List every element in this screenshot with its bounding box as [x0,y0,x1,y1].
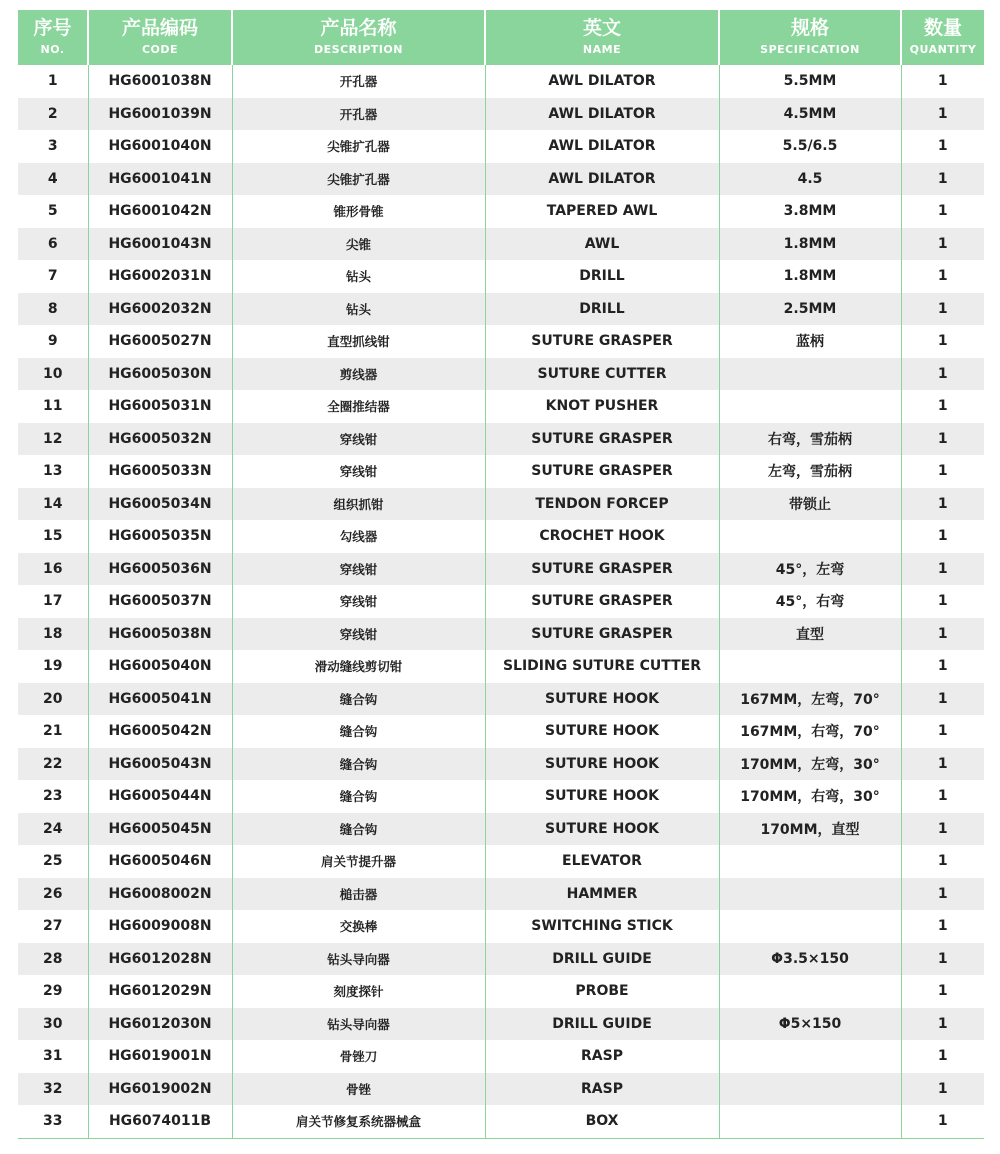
cell-description: 钻头 [232,260,485,293]
cell-no: 4 [18,163,88,196]
instrument-table-container [18,10,984,1139]
cell-name: SUTURE GRASPER [485,423,719,456]
cell-no: 9 [18,325,88,358]
cell-specification: Φ3.5×150 [719,943,901,976]
cell-quantity: 1 [937,593,948,610]
cell-description: 缝合钩 [232,780,485,813]
header-quantity [901,10,984,65]
table-row [18,163,984,196]
cell-no: 21 [18,715,88,748]
cell-no: 5 [18,195,88,228]
header-en: CODE [141,43,179,56]
cell-no: 1 [18,65,88,98]
table-body [18,65,984,1138]
cell-name: CROCHET HOOK [485,520,719,553]
cell-description: 穿线钳 [232,585,485,618]
cell-description: 直型抓线钳 [232,325,485,358]
cell-name: DRILL GUIDE [485,943,719,976]
table-row [18,423,984,456]
table-row [18,683,984,716]
cell-specification [719,520,901,553]
cell-description: 交换棒 [232,910,485,943]
cell-quantity: 1 [937,203,948,220]
cell-specification: 4.5MM [719,98,901,131]
cell-name: RASP [485,1073,719,1106]
cell-code: HG6005045N [88,813,232,846]
cell-name: DRILL GUIDE [485,1008,719,1041]
cell-name: SUTURE GRASPER [485,618,719,651]
cell-no: 15 [18,520,88,553]
cell-name: ELEVATOR [485,845,719,878]
cell-name: SUTURE HOOK [485,748,719,781]
cell-quantity: 1 [901,813,984,846]
cell-quantity: 1 [901,683,984,716]
cell-no: 8 [18,293,88,326]
cell-name: RASP [485,1040,719,1073]
cell-no: 23 [18,780,88,813]
cell-code: HG6005036N [88,553,232,586]
cell-specification: 45°，左弯 [719,553,901,586]
cell-code: HG6001039N [88,98,232,131]
cell-specification: 5.5/6.5 [719,130,901,163]
table-row [18,650,984,683]
cell-code: HG6001042N [88,195,232,228]
cell-description: 钻头导向器 [232,1008,485,1041]
cell-code: HG6005035N [88,520,232,553]
cell-name: SUTURE HOOK [485,715,719,748]
cell-code: HG6005033N [88,455,232,488]
cell-specification [719,878,901,911]
cell-code: HG6005046N [88,845,232,878]
cell-code: HG6001041N [88,163,232,196]
table-row [18,325,984,358]
header-en: SPECIFICATION [760,43,860,56]
cell-no: 24 [18,813,88,846]
cell-name: AWL DILATOR [485,65,719,98]
cell-name: AWL DILATOR [485,130,719,163]
cell-specification: 右弯，雪茄柄 [719,423,901,456]
cell-name: SUTURE GRASPER [485,455,719,488]
cell-name: SUTURE GRASPER [485,553,719,586]
cell-specification [719,910,901,943]
header-zh: 产品名称 [320,17,397,39]
cell-specification: 170MM，右弯，30° [719,780,901,813]
cell-quantity: 1 [937,983,948,1000]
cell-specification: 蓝柄 [719,325,901,358]
cell-quantity: 1 [901,748,984,781]
cell-name: KNOT PUSHER [485,390,719,423]
cell-quantity: 1 [901,358,984,391]
table-row [18,455,984,488]
cell-code: HG6001038N [88,65,232,98]
table-row [18,260,984,293]
cell-description: 刻度探针 [232,975,485,1008]
table-row [18,943,984,976]
table-row [18,1073,984,1106]
cell-specification: 170MM，左弯，30° [719,748,901,781]
table-row [18,390,984,423]
cell-no: 31 [18,1040,88,1073]
cell-description: 穿线钳 [232,618,485,651]
header-zh: 产品编码 [121,17,198,39]
header-name [485,10,719,65]
table-row [18,553,984,586]
cell-name: SUTURE GRASPER [485,585,719,618]
cell-name: TAPERED AWL [485,195,719,228]
cell-description: 尖锥扩孔器 [232,163,485,196]
cell-description: 组织抓钳 [232,488,485,521]
table-row [18,65,984,98]
table-row [18,195,984,228]
cell-quantity: 1 [901,1008,984,1041]
cell-description: 穿线钳 [232,553,485,586]
header-no [18,10,88,65]
header-code [88,10,232,65]
table-row [18,130,984,163]
cell-specification: 3.8MM [719,195,901,228]
cell-code: HG6005031N [88,390,232,423]
cell-description: 滑动缝线剪切钳 [232,650,485,683]
cell-description: 尖锥扩孔器 [232,130,485,163]
cell-no: 6 [18,228,88,261]
cell-description: 锥形骨锥 [232,195,485,228]
cell-quantity: 1 [901,228,984,261]
cell-name: AWL [485,228,719,261]
cell-quantity: 1 [937,658,948,675]
cell-no: 14 [18,488,88,521]
cell-specification [719,358,901,391]
cell-description: 缝合钩 [232,748,485,781]
table-header [18,10,984,65]
cell-description: 肩关节提升器 [232,845,485,878]
cell-specification [719,650,901,683]
cell-description: 骨锉 [232,1073,485,1106]
cell-code: HG6008002N [88,878,232,911]
cell-quantity: 1 [937,1048,948,1065]
cell-specification [719,845,901,878]
cell-name: TENDON FORCEP [485,488,719,521]
cell-specification [719,1040,901,1073]
cell-description: 缝合钩 [232,683,485,716]
cell-quantity: 1 [937,528,948,545]
cell-specification: 带锁止 [719,488,901,521]
cell-name: SWITCHING STICK [485,910,719,943]
cell-specification: 5.5MM [719,65,901,98]
cell-specification: 2.5MM [719,293,901,326]
table-row [18,910,984,943]
table-row [18,293,984,326]
cell-quantity: 1 [901,943,984,976]
cell-description: 尖锥 [232,228,485,261]
cell-code: HG6005041N [88,683,232,716]
cell-name: DRILL [485,260,719,293]
cell-quantity: 1 [937,918,948,935]
cell-description: 勾线器 [232,520,485,553]
cell-no: 13 [18,455,88,488]
cell-no: 27 [18,910,88,943]
table-row [18,1040,984,1073]
cell-description: 开孔器 [232,98,485,131]
cell-description: 全圈推结器 [232,390,485,423]
cell-code: HG6001043N [88,228,232,261]
cell-no: 20 [18,683,88,716]
header-zh: 序号 [33,17,72,39]
cell-specification: 45°，右弯 [719,585,901,618]
table-row [18,715,984,748]
table-row [18,1105,984,1138]
cell-code: HG6005034N [88,488,232,521]
cell-quantity: 1 [901,878,984,911]
cell-no: 19 [18,650,88,683]
cell-description: 剪线器 [232,358,485,391]
cell-specification: Φ5×150 [719,1008,901,1041]
table-row [18,813,984,846]
cell-code: HG6005043N [88,748,232,781]
cell-specification: 1.8MM [719,260,901,293]
cell-name: SUTURE HOOK [485,683,719,716]
header-en: NAME [582,43,622,56]
table-row [18,488,984,521]
cell-code: HG6005040N [88,650,232,683]
cell-specification: 170MM，直型 [719,813,901,846]
cell-quantity: 1 [937,398,948,415]
cell-no: 29 [18,975,88,1008]
cell-code: HG6005037N [88,585,232,618]
cell-quantity: 1 [901,1105,984,1138]
cell-description: 穿线钳 [232,455,485,488]
cell-code: HG6005030N [88,358,232,391]
cell-description: 钻头导向器 [232,943,485,976]
cell-code: HG6019001N [88,1040,232,1073]
cell-description: 钻头 [232,293,485,326]
cell-no: 11 [18,390,88,423]
cell-quantity: 1 [901,1073,984,1106]
cell-description: 缝合钩 [232,715,485,748]
cell-code: HG6005032N [88,423,232,456]
cell-description: 穿线钳 [232,423,485,456]
cell-no: 7 [18,260,88,293]
cell-code: HG6002031N [88,260,232,293]
cell-quantity: 1 [901,488,984,521]
cell-specification: 1.8MM [719,228,901,261]
header-row [18,10,984,65]
cell-code: HG6012029N [88,975,232,1008]
cell-description: 缝合钩 [232,813,485,846]
header-en: NO. [40,43,65,56]
cell-no: 30 [18,1008,88,1041]
cell-code: HG6005038N [88,618,232,651]
cell-no: 3 [18,130,88,163]
cell-specification: 左弯，雪茄柄 [719,455,901,488]
cell-specification [719,1105,901,1138]
cell-no: 12 [18,423,88,456]
cell-no: 28 [18,943,88,976]
cell-name: SUTURE HOOK [485,813,719,846]
cell-code: HG6019002N [88,1073,232,1106]
cell-no: 25 [18,845,88,878]
cell-name: AWL DILATOR [485,163,719,196]
cell-name: PROBE [485,975,719,1008]
cell-quantity: 1 [937,333,948,350]
cell-name: HAMMER [485,878,719,911]
cell-specification: 4.5 [719,163,901,196]
cell-name: SUTURE CUTTER [485,358,719,391]
cell-no: 16 [18,553,88,586]
instrument-table [18,10,984,1139]
cell-quantity: 1 [937,463,948,480]
cell-specification [719,390,901,423]
cell-code: HG6002032N [88,293,232,326]
cell-code: HG6012028N [88,943,232,976]
header-description [232,10,485,65]
table-row [18,228,984,261]
header-zh: 规格 [790,17,829,39]
cell-quantity: 1 [901,553,984,586]
cell-no: 22 [18,748,88,781]
cell-quantity: 1 [901,618,984,651]
cell-quantity: 1 [901,423,984,456]
cell-quantity: 1 [937,138,948,155]
cell-quantity: 1 [937,268,948,285]
cell-no: 17 [18,585,88,618]
cell-quantity: 1 [937,73,948,90]
cell-quantity: 1 [901,98,984,131]
cell-name: AWL DILATOR [485,98,719,131]
cell-quantity: 1 [937,853,948,870]
cell-no: 10 [18,358,88,391]
cell-name: DRILL [485,293,719,326]
cell-quantity: 1 [937,723,948,740]
table-row [18,975,984,1008]
cell-description: 肩关节修复系统器械盒 [232,1105,485,1138]
cell-specification [719,1073,901,1106]
table-row [18,845,984,878]
cell-code: HG6009008N [88,910,232,943]
cell-description: 骨锉刀 [232,1040,485,1073]
header-zh: 数量 [923,17,962,39]
header-zh: 英文 [582,17,621,39]
cell-no: 32 [18,1073,88,1106]
cell-description: 开孔器 [232,65,485,98]
cell-code: HG6012030N [88,1008,232,1041]
cell-name: SUTURE GRASPER [485,325,719,358]
cell-no: 2 [18,98,88,131]
table-row [18,585,984,618]
header-en: DESCRIPTION [314,43,403,56]
table-row [18,1008,984,1041]
cell-code: HG6005027N [88,325,232,358]
table-row [18,878,984,911]
cell-code: HG6001040N [88,130,232,163]
header-specification [719,10,901,65]
cell-code: HG6005042N [88,715,232,748]
table-row [18,520,984,553]
cell-name: SUTURE HOOK [485,780,719,813]
cell-quantity: 1 [937,788,948,805]
cell-quantity: 1 [901,293,984,326]
cell-description: 槌击器 [232,878,485,911]
cell-no: 33 [18,1105,88,1138]
cell-specification: 直型 [719,618,901,651]
cell-quantity: 1 [901,163,984,196]
cell-no: 26 [18,878,88,911]
cell-specification: 167MM，右弯，70° [719,715,901,748]
table-row [18,358,984,391]
cell-code: HG6074011B [88,1105,232,1138]
header-en: QUANTITY [909,43,977,56]
cell-no: 18 [18,618,88,651]
table-row [18,618,984,651]
table-row [18,780,984,813]
cell-name: BOX [485,1105,719,1138]
cell-code: HG6005044N [88,780,232,813]
table-row [18,748,984,781]
cell-specification [719,975,901,1008]
cell-name: SLIDING SUTURE CUTTER [485,650,719,683]
cell-specification: 167MM，左弯，70° [719,683,901,716]
table-row [18,98,984,131]
